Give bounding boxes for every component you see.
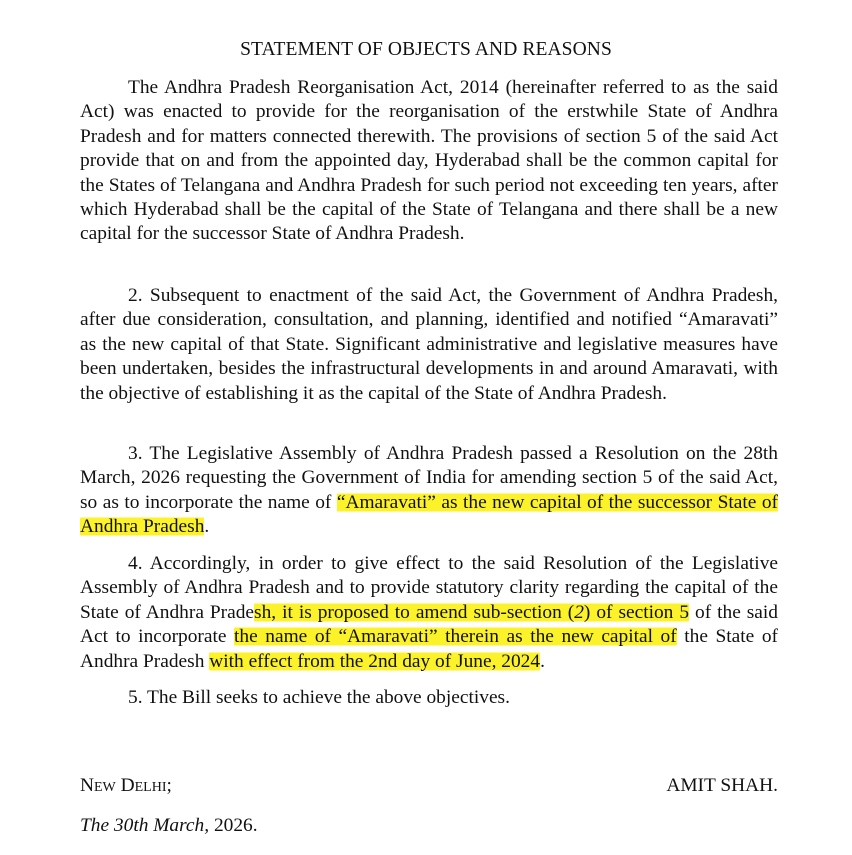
paragraph-4-text: 4. Accordingly, in order to give effect to the said Resolution of the Legislative Assembly of Andhra Pradesh and to provide statutory clarity regarding the capital of the State of Andhra Prade — [80, 553, 778, 623]
document-title: STATEMENT OF OBJECTS AND REASONS — [240, 39, 612, 60]
paragraph-4-end: . — [540, 650, 545, 672]
paragraph-4 — [80, 552, 778, 674]
highlighted-text: with effect from the 2nd day of June, 2024 — [209, 650, 541, 672]
highlighted-text: the name of “Amaravati” therein as the new capital of — [234, 626, 677, 648]
signature-date — [80, 814, 258, 838]
highlight-part: sh, it is proposed to amend sub-section ( — [254, 601, 575, 623]
paragraph-3-text: 3. The Legislative Assembly of Andhra Pradesh passed a Resolution on the 28th March, 2026 requesting the Government of India for amending section 5 of the said Act, so as to incorporate the name of — [80, 443, 778, 513]
paragraph-4-text: of the said Act to incorporate — [80, 601, 778, 648]
signature-place: New Delhi; — [80, 775, 172, 796]
subsection-number: 2 — [574, 601, 584, 623]
date-year: 2026. — [209, 815, 258, 836]
paragraph-3 — [80, 442, 778, 540]
highlighted-text: “Amaravati” as the new capital of the successor State of Andhra Pradesh — [80, 491, 778, 538]
date-the: The 30 — [80, 815, 134, 836]
paragraph-1: The Andhra Pradesh Reorganisation Act, 2014 (hereinafter referred to as the said Act) was enacted to provide for the reorganisation of the erstwhile State of Andhra Pradesh and for matters connected therewith. The provisions of section 5 of the said Act provide that on and from the appointed day, Hyderabad shall be the common capital for the States of Telangana and Andhra Pradesh for such period not exceeding ten years, after which Hyderabad shall be the capital of the State of Telangana and there shall be a new capital for the successor State of Andhra Pradesh. — [80, 77, 778, 245]
signature-name: AMIT SHAH. — [666, 775, 778, 796]
highlight-part: ) of section 5 — [583, 601, 690, 623]
date-month: th March, — [133, 815, 210, 836]
paragraph-2: 2. Subsequent to enactment of the said Act, the Government of Andhra Pradesh, after due consideration, consultation, and planning, identified and notified “Amaravati” as the new capital of that State. Significant administrative and legislative measures have been undertaken, besides the infrastructural developments in and around Amaravati, with the objective of establishing it as the capital of the State of Andhra Pradesh. — [80, 285, 778, 404]
paragraph-4-text: the State of Andhra Pradesh — [80, 626, 778, 672]
paragraph-3-end: . — [204, 516, 210, 538]
paragraph-5: 5. The Bill seeks to achieve the above objectives. — [128, 687, 510, 708]
highlighted-text — [254, 602, 689, 623]
